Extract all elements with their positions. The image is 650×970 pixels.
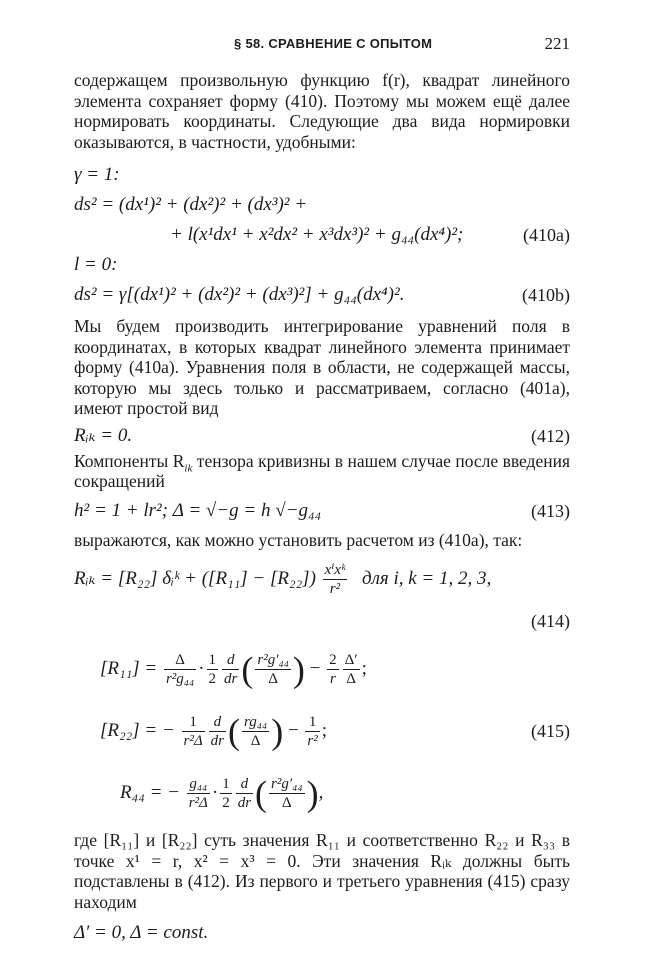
page-header — [74, 36, 570, 58]
paragraph-intro: содержащем произвольную функцию f(r), квадрат линейного элемента сохраняет форму (410). Поэтому мы можем ещё далее нормировать координаты. Следующие два вида нормировки оказываются, в частности, удобными: — [74, 70, 570, 152]
equation-number-414: (414) — [531, 611, 570, 631]
equation-412: Rᵢₖ = 0. (412) — [74, 421, 570, 451]
paragraph-expressed: выражаются, как можно установить расчетом из (410a), так: — [74, 529, 523, 550]
paragraph-integration: Мы будем производить интегрирование уравнений поля в координатах, в которых квадрат линейного элемента принимает форму (410a). Уравнения поля в области, не содержащей массы, которую мы здесь только и рассматриваем, согласно (401a), имеют простой вид — [74, 316, 570, 418]
equation-410a-line1: ds² = (dx¹)² + (dx²)² + (dx³)² + — [74, 194, 308, 215]
page-body — [74, 70, 570, 948]
equation-414-number-line — [74, 606, 570, 634]
equation-415a: [R₁₁] = $\frac{\Delta}{\text{r²g₄₄}}$ · $\frac{1}{2}$ $\frac{d}{dr}$ ( $\frac{\text{r²g′₄₄}}{\Delta}$ ) − $\frac{2}{r}$ $\frac{\Delta'}{\Delta}$ ; — [100, 649, 367, 690]
equation-number-415: (415) — [531, 721, 570, 741]
equation-gamma-condition: γ = 1: — [74, 164, 120, 185]
equation-number-410b: (410b) — [522, 285, 570, 305]
paragraph-where: где [R₁₁] и [R₂₂] суть значения R₁₁ и соответственно R₂₂ и R₃₃ в точке x¹ = r, x² = x³ = 0. Эти значения Rᵢₖ должны быть подставлены в (412). Из первого и третьего уравнения (415) сразу находим — [74, 830, 570, 912]
paragraph-curvature: Компоненты $R_{ik}$ тензора кривизны в нашем случае после введения сокращений — [74, 450, 571, 491]
equation-number-413: (413) — [531, 500, 570, 521]
equation-l-condition: l = 0: — [74, 254, 118, 275]
running-title: § 58. СРАВНЕНИЕ С ОПЫТОМ — [234, 36, 433, 51]
equation-number-412: (412) — [531, 425, 570, 446]
fraction-xixk-over-r2: $\frac{\text{xⁱxᵏ}}{\text{r²}}$ — [324, 562, 346, 598]
equation-410b: ds² = γ[(dx¹)² + (dx²)² + (dx³)²] + g₄₄(dx⁴)². (410b) — [74, 280, 570, 310]
equation-414: Rᵢₖ = [R₂₂] δᵢᵏ + ([R₁₁] − [R₂₂]) $\frac{\text{xⁱxᵏ}}{\text{r²}}$ для i, k = 1, 2, 3, — [74, 562, 492, 598]
equation-415c: R₄₄ = − $\frac{\text{g₄₄}}{\text{r²Δ}}$ · $\frac{1}{2}$ $\frac{d}{dr}$ ( $\frac{\text{r²g′₄₄}}{\Delta}$ ), — [120, 773, 324, 814]
equation-413: h² = 1 + lr²; Δ = √−g = h √−g₄₄ (413) — [74, 496, 570, 526]
equation-final: Δ′ = 0, Δ = const. — [74, 922, 209, 943]
equation-410a-line2: + l(x¹dx¹ + x²dx² + x³dx³)² + g₄₄(dx⁴)²; (410a) — [74, 220, 570, 250]
equation-415b: [R₂₂] = − $\frac{1}{\text{r²Δ}}$ $\frac{d}{dr}$ ( $\frac{\text{rg₄₄}}{\Delta}$ ) − $\frac{1}{\text{r²}}$ ; (415) — [74, 700, 570, 762]
page-number: 221 — [544, 34, 570, 53]
equation-number-410a: (410a) — [523, 225, 570, 245]
